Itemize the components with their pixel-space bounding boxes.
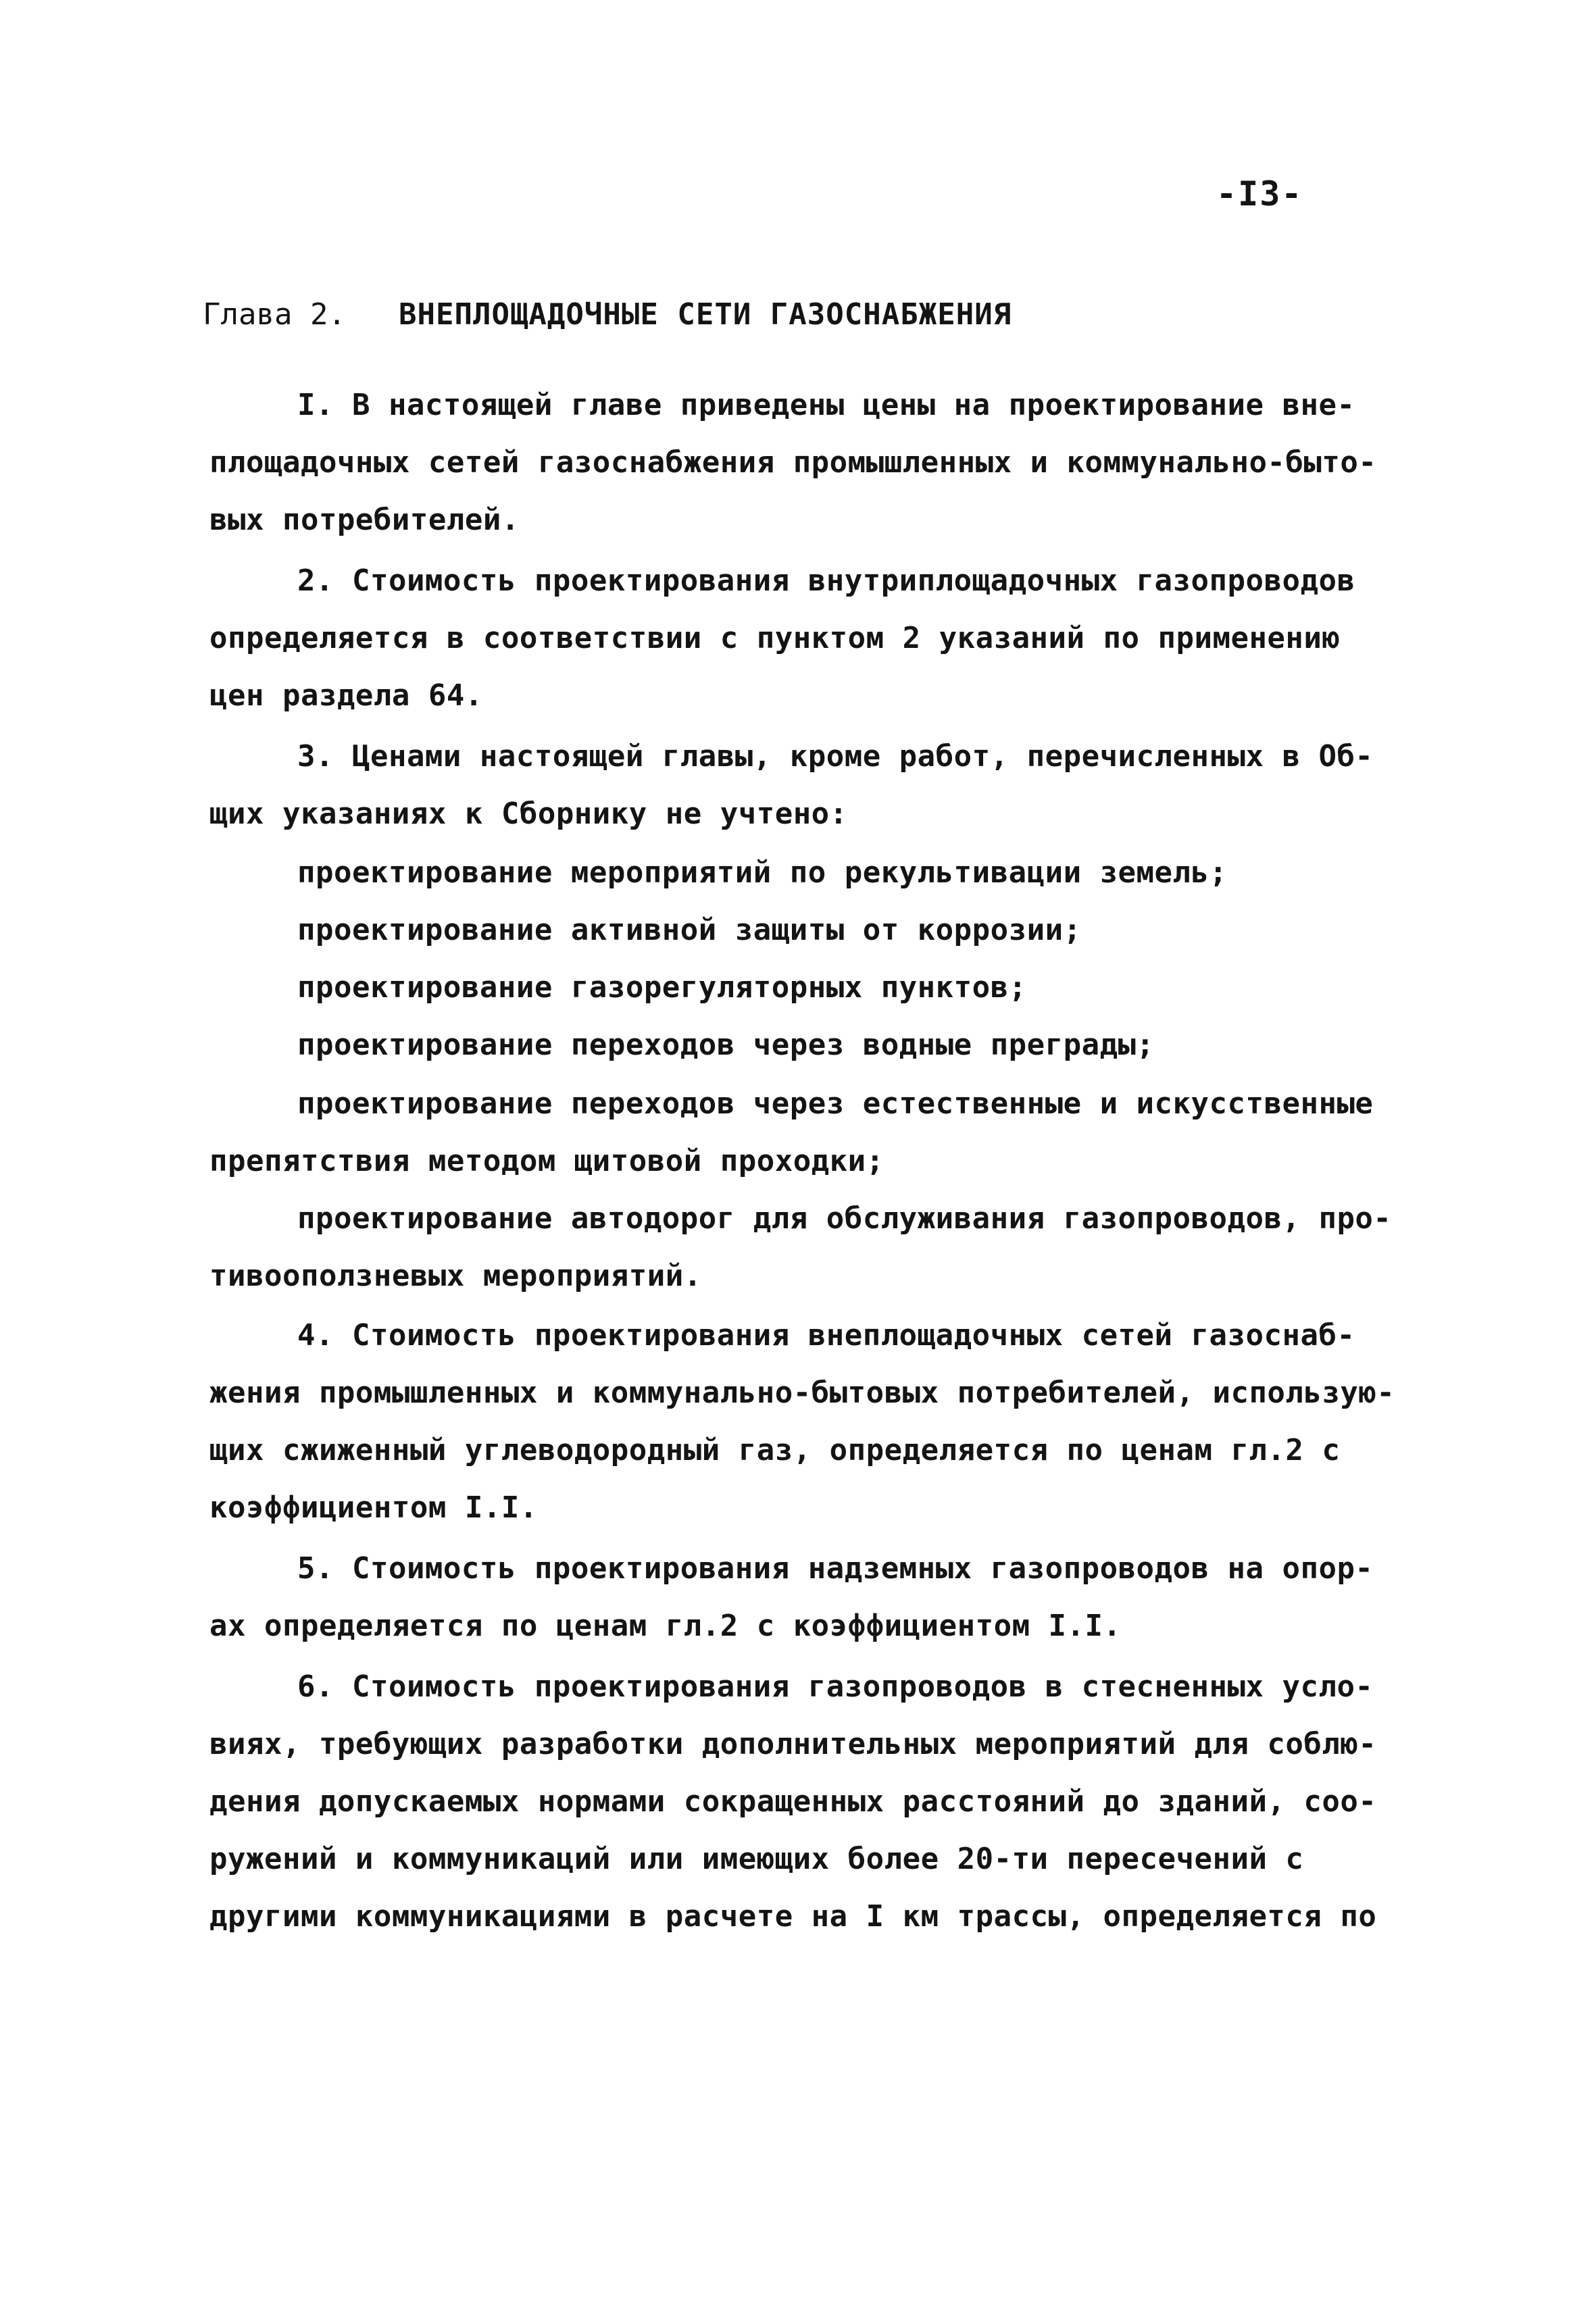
- text-line: щих указаниях к Сборнику не учтено:: [209, 797, 848, 831]
- text-line: тивооползневых мероприятий.: [209, 1259, 702, 1293]
- text-line: щих сжиженный углеводородный газ, определяется по ценам гл.2 с: [209, 1433, 1341, 1467]
- text-line: 4. Стоимость проектирования внеплощадочных сетей газоснаб-: [297, 1318, 1355, 1353]
- text-line: ружений и коммуникаций или имеющих более 20-ти пересечений с: [209, 1842, 1304, 1876]
- text-line: площадочных сетей газоснабжения промышленных и коммунально-быто-: [209, 445, 1377, 480]
- text-line: виях, требующих разработки дополнительных мероприятий для соблю-: [209, 1727, 1377, 1761]
- text-line: I. В настоящей главе приведены цены на проектирование вне-: [297, 388, 1355, 422]
- chapter-heading: [203, 297, 1012, 332]
- text-line: проектирование мероприятий по рекультивации земель;: [297, 855, 1228, 890]
- text-line: 6. Стоимость проектирования газопроводов в стесненных усло-: [297, 1669, 1374, 1704]
- text-line: проектирование переходов через водные преграды;: [297, 1028, 1155, 1062]
- text-line: проектирование газорегуляторных пунктов;: [297, 970, 1027, 1005]
- text-line: препятствия методом щитовой проходки;: [209, 1144, 884, 1178]
- text-line: жения промышленных и коммунально-бытовых потребителей, использую-: [209, 1376, 1395, 1410]
- chapter-title: ВНЕПЛОЩАДОЧНЫЕ СЕТИ ГАЗОСНАБЖЕНИЯ: [399, 297, 1012, 332]
- text-line: цен раздела 64.: [209, 678, 483, 713]
- page-number: -I3-: [1216, 174, 1303, 213]
- text-line: другими коммуникациями в расчете на I км трассы, определяется по: [209, 1899, 1377, 1934]
- text-line: коэффициентом I.I.: [209, 1490, 538, 1525]
- text-line: дения допускаемых нормами сокращенных расстояний до зданий, соо-: [209, 1784, 1377, 1819]
- text-line: проектирование автодорог для обслуживания газопроводов, про-: [297, 1201, 1392, 1236]
- chapter-label: Глава 2.: [203, 297, 346, 332]
- text-line: 2. Стоимость проектирования внутриплощадочных газопроводов: [297, 563, 1355, 598]
- text-line: проектирование переходов через естественные и искусственные: [297, 1086, 1374, 1121]
- text-line: 3. Ценами настоящей главы, кроме работ, перечисленных в Об-: [297, 739, 1374, 774]
- text-line: вых потребителей.: [209, 503, 520, 537]
- text-line: проектирование активной защиты от коррозии;: [297, 913, 1082, 947]
- text-line: определяется в соответствии с пунктом 2 указаний по применению: [209, 621, 1341, 655]
- text-line: 5. Стоимость проектирования надземных газопроводов на опор-: [297, 1551, 1374, 1586]
- text-line: ах определяется по ценам гл.2 с коэффициентом I.I.: [209, 1609, 1122, 1643]
